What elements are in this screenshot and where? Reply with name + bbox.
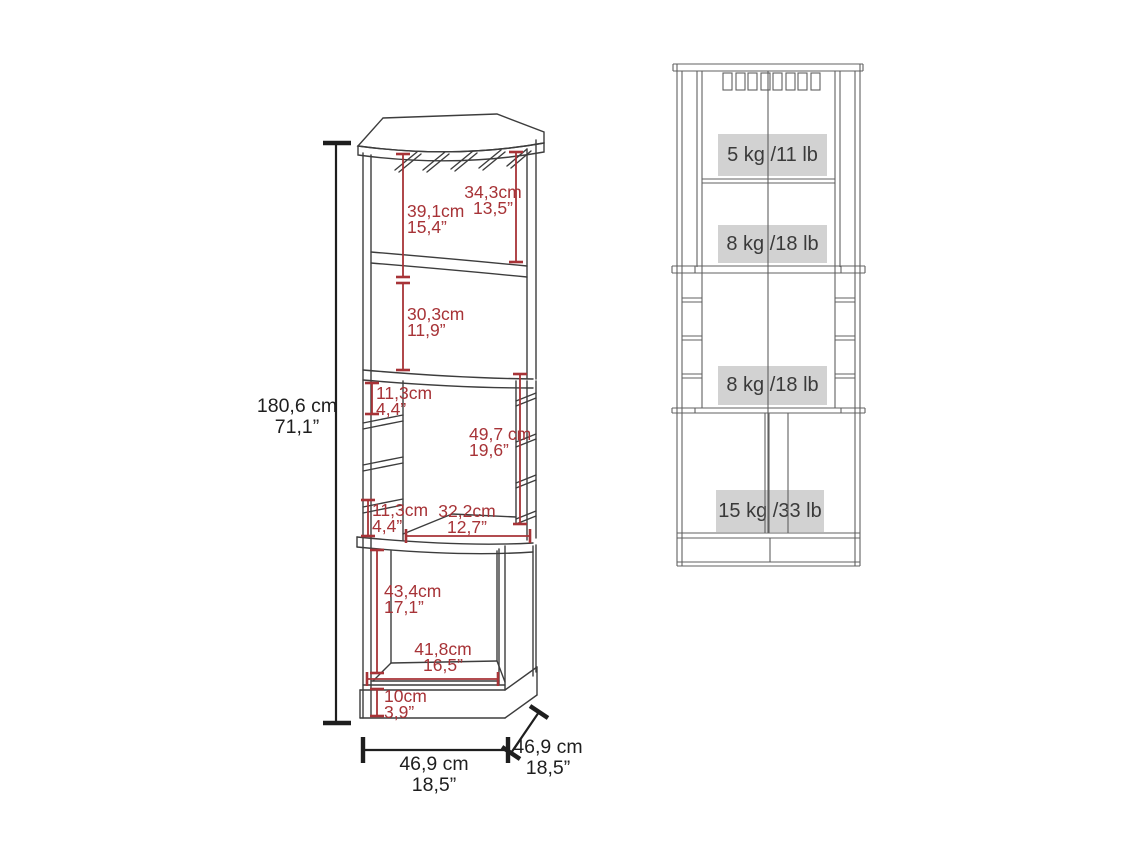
dim-label-cubby-height-lower xyxy=(372,502,428,534)
dim-in: 13,5” xyxy=(473,198,513,218)
capacity-label: 5 kg /11 lb xyxy=(727,143,818,166)
dim-cm: 32,2cm xyxy=(438,501,496,521)
dim-cm: 34,3cm xyxy=(464,182,522,202)
dim-label-open-section-height xyxy=(469,426,531,458)
dim-label-cabinet-width xyxy=(414,641,471,673)
dim-in: 17,1” xyxy=(384,597,424,617)
dim-label-base-height xyxy=(384,688,427,720)
dim-in: 12,7” xyxy=(447,517,487,537)
dim-in: 19,6” xyxy=(469,440,509,460)
dim-cm: 41,8cm xyxy=(414,639,472,659)
dim-cm: 43,4cm xyxy=(384,581,442,601)
dim-in: 4,4” xyxy=(372,516,403,536)
dim-in: 71,1” xyxy=(274,416,320,438)
dim-cm: 46,9 cm xyxy=(513,736,583,758)
front-view-frame xyxy=(673,64,863,566)
dim-cm: 10cm xyxy=(384,686,427,706)
stemware-rack-front xyxy=(723,73,820,90)
dim-label-total-height xyxy=(257,396,337,438)
dim-in: 15,4” xyxy=(407,217,447,237)
capacity-label: 8 kg /18 lb xyxy=(726,232,819,255)
dim-label-total-width xyxy=(399,754,468,796)
capacity-label: 8 kg /18 lb xyxy=(726,374,819,396)
dim-cm: 180,6 cm xyxy=(256,395,338,417)
right-cabinet-drawing xyxy=(672,64,865,566)
dim-label-rack-height xyxy=(407,203,464,235)
capacity-label: 15 kg /33 lb xyxy=(718,499,822,522)
dim-label-middle-shelf-height xyxy=(407,306,464,338)
dim-in: 18,5” xyxy=(411,774,457,796)
dim-label-cabinet-height xyxy=(384,583,441,615)
dim-in: 16,5” xyxy=(423,655,463,675)
doors-and-base xyxy=(677,413,860,566)
dim-cm: 49,7 cm xyxy=(469,424,532,444)
dim-label-open-section-width xyxy=(438,503,495,535)
dim-cm: 30,3cm xyxy=(407,304,465,324)
dim-in: 11,9” xyxy=(407,320,446,340)
dim-in: 18,5” xyxy=(525,757,571,779)
dim-label-cubby-height-upper xyxy=(376,385,432,417)
dim-cm: 39,1cm xyxy=(407,201,465,221)
dim-in: 4,4” xyxy=(376,399,407,419)
dim-cm: 46,9 cm xyxy=(399,753,469,775)
dim-cm: 11,3cm xyxy=(372,500,429,520)
dim-label-top-shelf-height xyxy=(464,184,521,216)
dim-in: 3,9” xyxy=(384,702,415,722)
dim-label-total-depth xyxy=(513,737,582,779)
dim-cm: 11,3cm xyxy=(376,383,433,403)
